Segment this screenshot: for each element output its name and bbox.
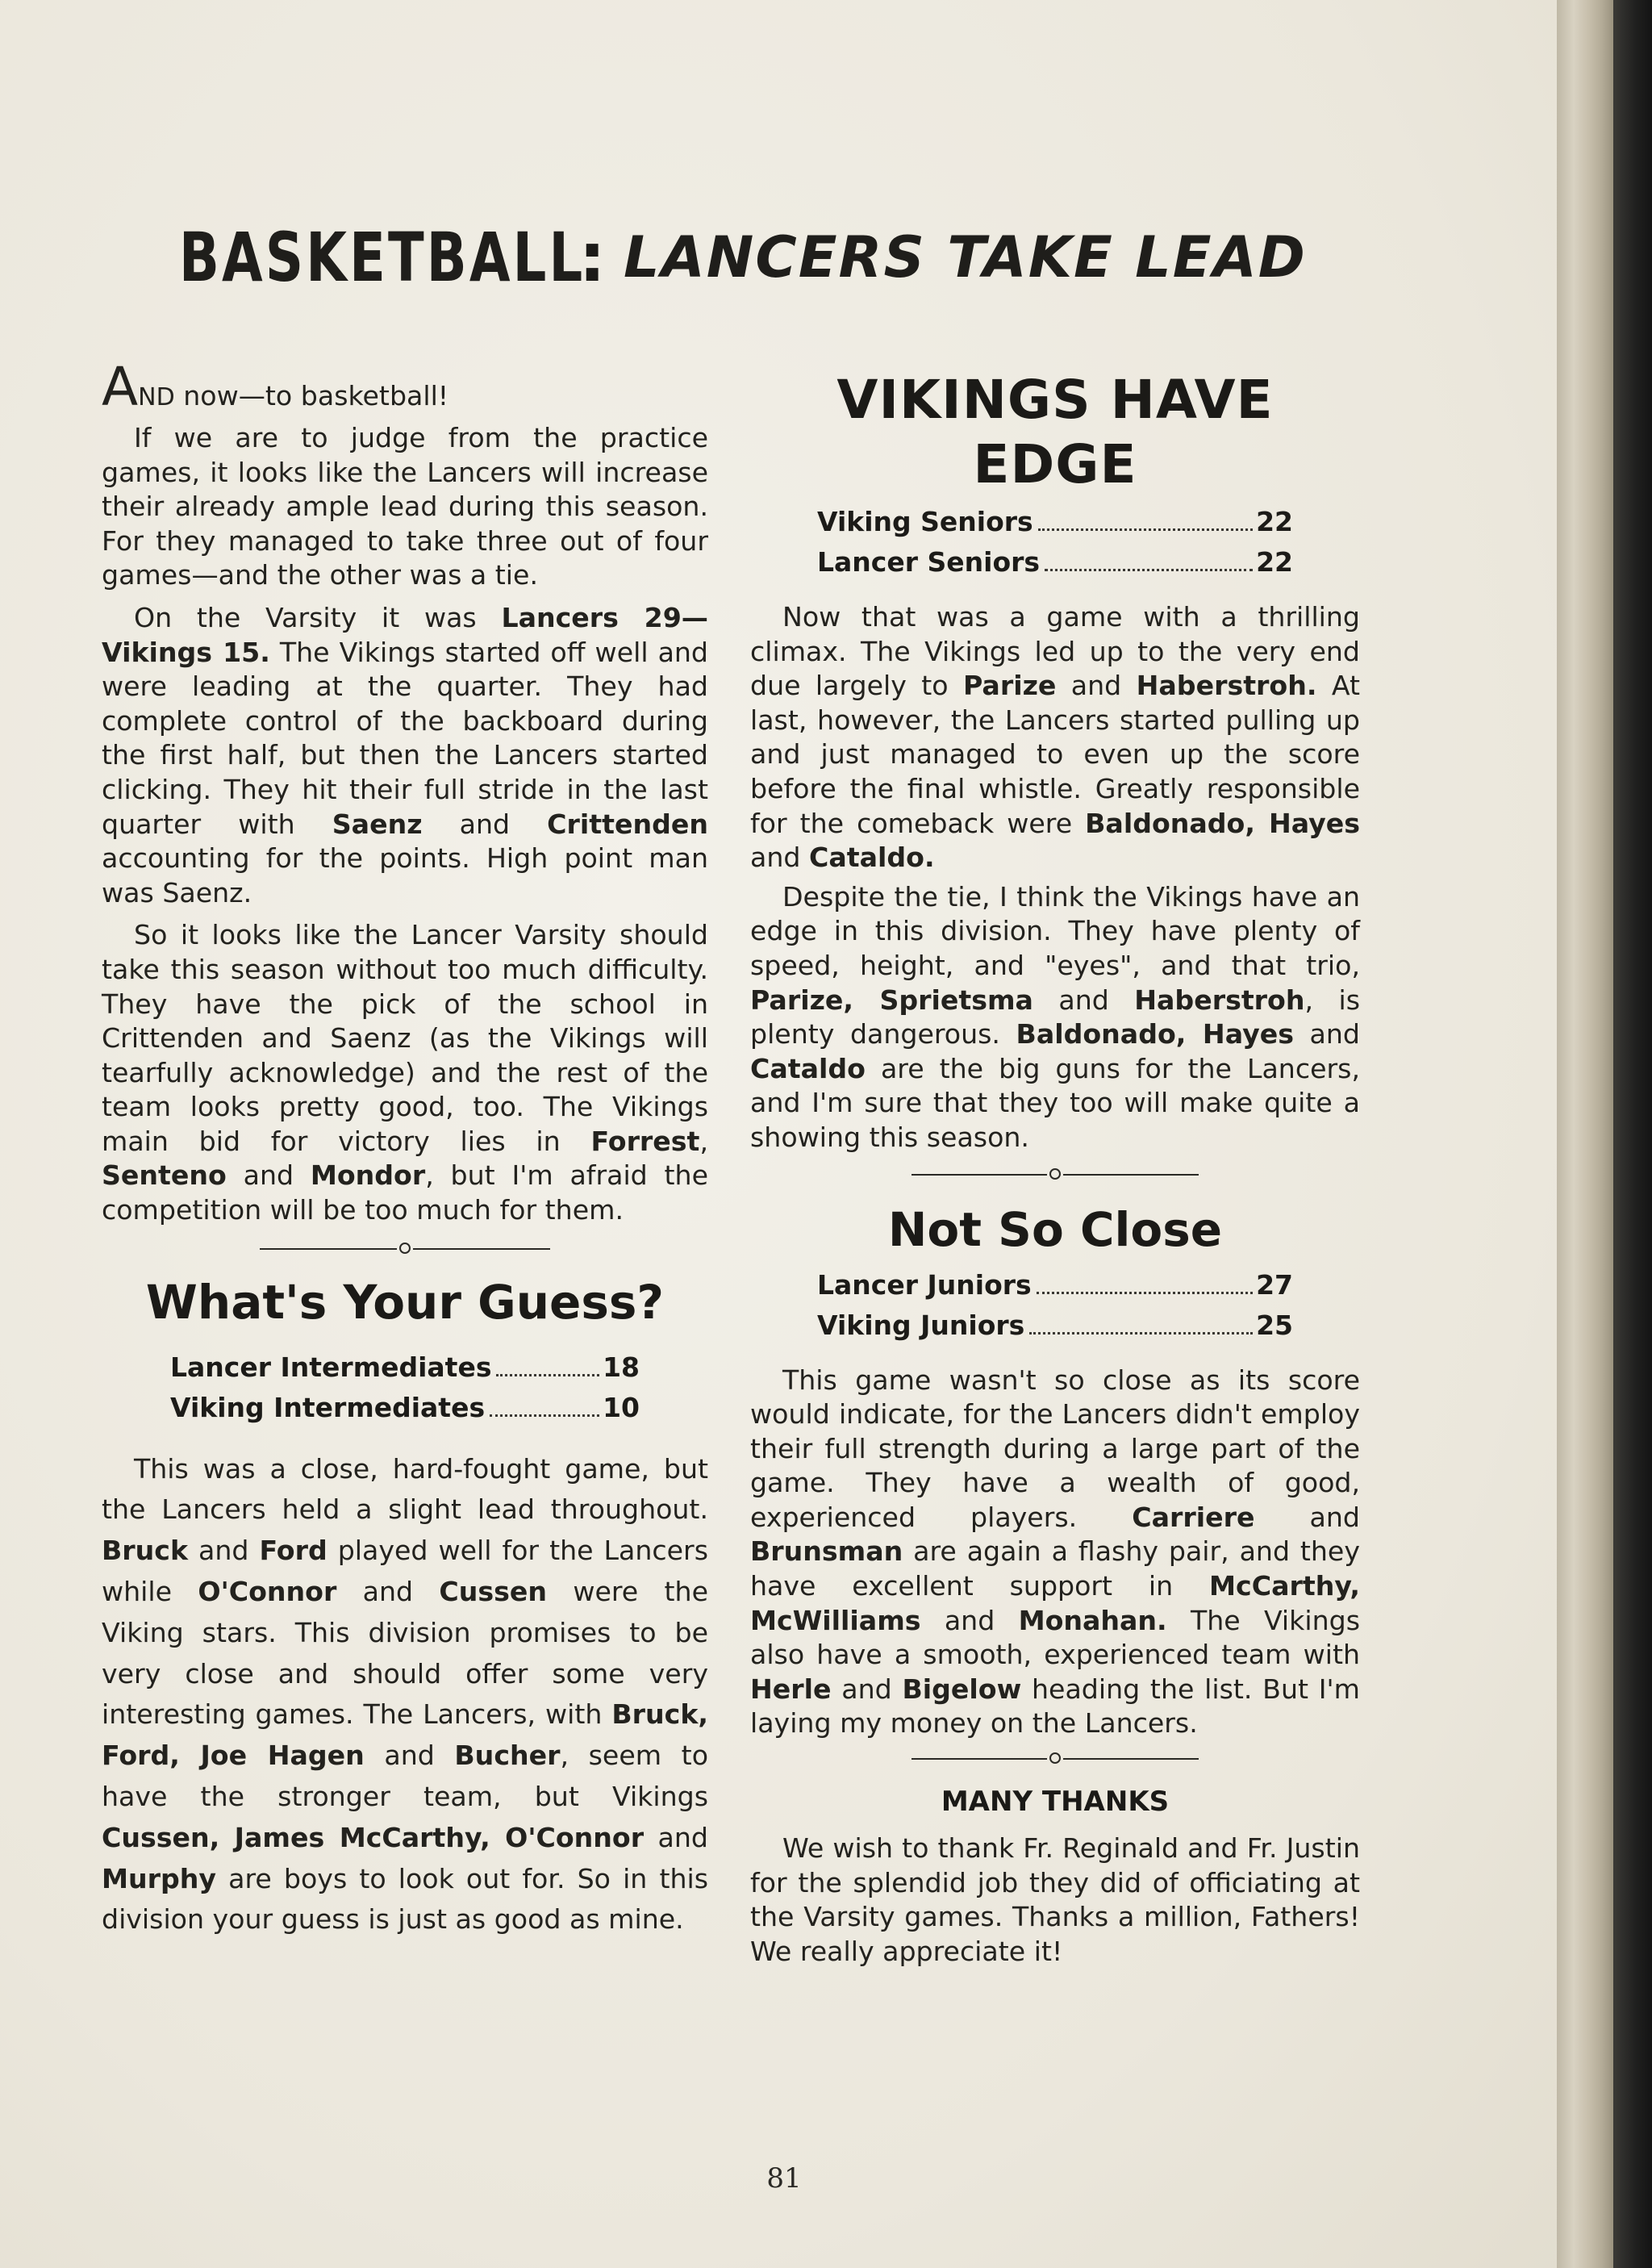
headline-sub: LANCERS TAKE LEAD bbox=[623, 224, 1307, 290]
left-paragraph-1: If we are to judge from the practice games, it looks like the Lancers will increase their already ample lead during this season. For they managed to take three out of four games—and the other was a tie. bbox=[102, 422, 708, 591]
player-name: Forrest bbox=[590, 1125, 700, 1157]
guess-score-table bbox=[170, 1347, 640, 1428]
close-paragraph: This game wasn't so close as its score would indicate, for the Lancers didn't employ their full strength during a large part of the game. They have a wealth of good, experienced players. Carriere and Brunsman are again a flashy pair, and they have excellent support in McCarthy, McWilliams and Monahan. The Vikings also have a smooth, experienced team with Herle and Bigelow heading the list. But I'm laying my money on the Lancers. bbox=[750, 1364, 1360, 1740]
page-number: 81 bbox=[766, 2162, 802, 2195]
thanks-heading: MANY THANKS bbox=[941, 1786, 1170, 1819]
player-name: Crittenden bbox=[547, 808, 708, 840]
intro-drop-letter: A bbox=[102, 356, 139, 418]
headline-main: BASKETBALL bbox=[179, 218, 586, 297]
score-row: Viking Intermediates 10 bbox=[170, 1391, 640, 1423]
intro-rest: now—to basketball! bbox=[174, 380, 449, 411]
section-divider bbox=[912, 1749, 1199, 1769]
headline-colon: : bbox=[578, 218, 606, 297]
intro-small-caps: ND bbox=[138, 383, 175, 411]
book-binding bbox=[1613, 0, 1652, 2268]
vikings-heading: VIKINGS HAVE EDGE bbox=[836, 369, 1274, 495]
vikings-score-table bbox=[817, 502, 1293, 583]
section-divider bbox=[260, 1239, 550, 1259]
page-headline bbox=[179, 218, 1389, 323]
score-row: Viking Juniors 25 bbox=[817, 1309, 1293, 1341]
score-row: Viking Seniors 22 bbox=[817, 506, 1293, 537]
player-name: Saenz bbox=[332, 808, 423, 840]
player-name: Senteno bbox=[102, 1159, 227, 1192]
left-paragraph-3: So it looks like the Lancer Varsity should take this season without too much difficulty. They have the pick of the school in Crittenden and Saenz (as the Vikings will tearfully acknowledge) and the rest of the team looks pretty good, too. The Vikings main bid for victory lies in Forrest, Senteno and Mondor, but I'm afraid the competition will be too much for them. bbox=[102, 919, 708, 1226]
left-column bbox=[102, 356, 708, 1940]
section-divider bbox=[912, 1165, 1199, 1184]
right-column bbox=[750, 369, 1360, 1969]
close-heading: Not So Close bbox=[887, 1201, 1223, 1257]
score-row: Lancer Intermediates 18 bbox=[170, 1351, 640, 1383]
score-row: Lancer Seniors 22 bbox=[817, 546, 1293, 578]
thanks-paragraph: We wish to thank Fr. Reginald and Fr. Justin for the splendid job they did of officiating at the Varsity games. Thanks a million, Fathers! We really appreciate it! bbox=[750, 1832, 1360, 1967]
score-highlight: Lancers 29—Vikings 15. bbox=[102, 601, 708, 668]
close-score-table bbox=[817, 1265, 1293, 1346]
vikings-paragraph-2: Despite the tie, I think the Vikings have an edge in this division. They have plenty of speed, height, and "eyes", and that trio, Parize, Sprietsma and Haberstroh, is plenty dangerous. Baldonado, Hayes and Cataldo are the big guns for the Lancers, and I'm sure that they too will make quite a showing this season. bbox=[750, 880, 1360, 1153]
player-name: Mondor bbox=[310, 1159, 426, 1192]
guess-heading: What's Your Guess? bbox=[145, 1274, 665, 1330]
page-edge bbox=[1557, 0, 1613, 2268]
guess-paragraph: This was a close, hard-fought game, but the Lancers held a slight lead throughout. Bruck and Ford played well for the Lancers while O'Connor and Cussen were the Viking stars. This division promises to be very close and should offer some very interesting games. The Lancers, with Bruck, Ford, Joe Hagen and Bucher, seem to have the stronger team, but Vikings Cussen, James McCarthy, O'Connor and Murphy are boys to look out for. So in this division your guess is just as good as mine. bbox=[102, 1452, 708, 1936]
vikings-paragraph-1: Now that was a game with a thrilling climax. The Vikings led up to the very end due largely to Parize and Haberstroh. At last, however, the Lancers started pulling up and just managed to even up the score before the final whistle. Greatly responsible for the comeback were Baldonado, Hayes and Cataldo. bbox=[750, 601, 1360, 874]
score-row: Lancer Juniors 27 bbox=[817, 1268, 1293, 1301]
intro-line bbox=[102, 356, 708, 418]
left-paragraph-2: On the Varsity it was Lancers 29—Vikings 15. The Vikings started off well and were leading at the quarter. They had complete control of the backboard during the first half, but then the Lancers started clicking. They hit their full stride in the last quarter with Saenz and Crittenden accounting for the points. High point man was Saenz. bbox=[102, 601, 708, 908]
